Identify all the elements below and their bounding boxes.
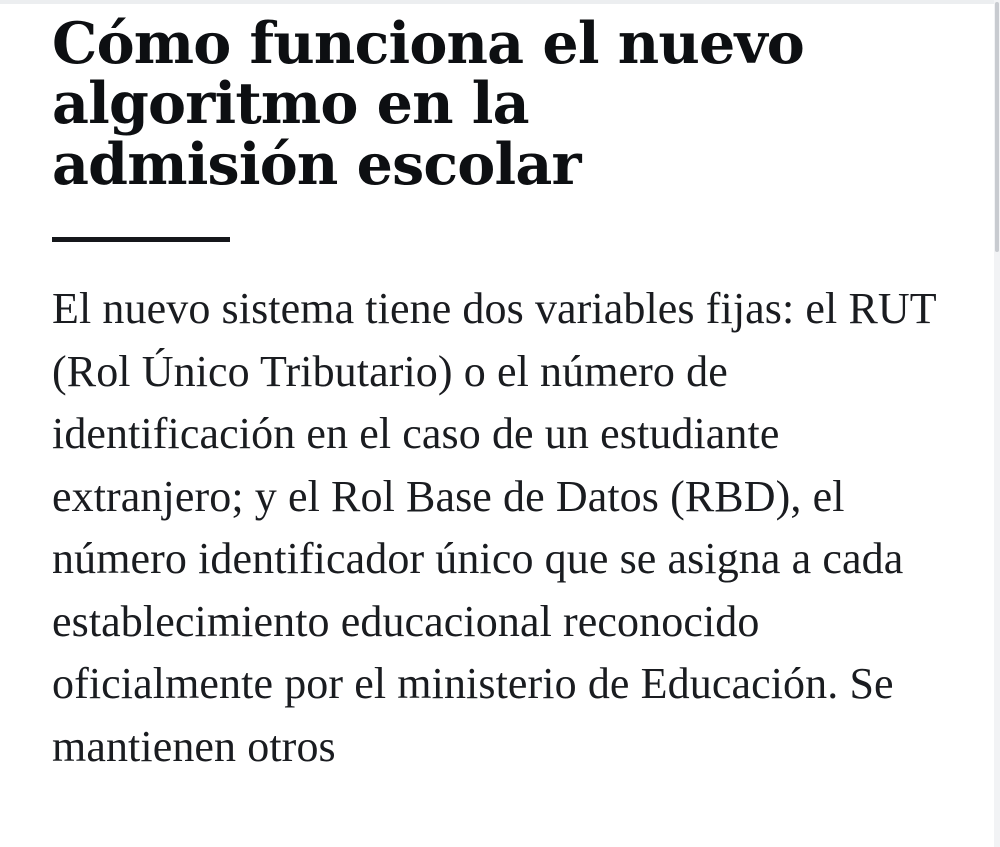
page-title: Cómo funciona el nuevo algoritmo en la admisión escolar [52,10,805,198]
scrollbar-track[interactable] [994,0,1000,847]
article-body-paragraph: El nuevo sistema tiene dos variables fijas: el RUT (Rol Único Tributario) o el número de identificación en el caso de un estudiante extranjero; y el Rol Base de Datos (RBD), el número identificador único que se asigna a cada establecimiento educacional reconocido oficialmente por el ministerio de Educación. Se mantienen otros [52,284,936,771]
scrollbar-thumb[interactable] [995,2,999,252]
